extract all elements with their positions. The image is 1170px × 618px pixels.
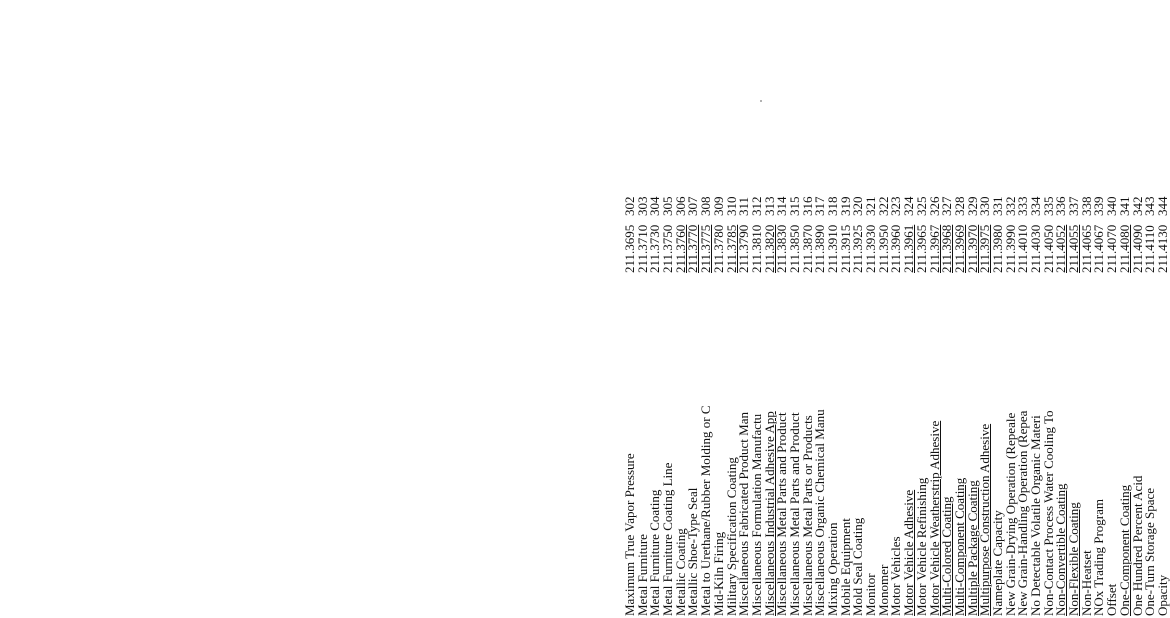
defined-term: Maximum True Vapor Pressure [622, 453, 637, 616]
rotated-definitions-table [624, 96, 1170, 616]
section-reference: 211.4110 [1142, 225, 1158, 273]
row-number: 341 [1116, 196, 1132, 216]
defined-term: Metal to Urethane/Rubber Molding or C [698, 405, 714, 616]
section-reference: 211.3775 [698, 224, 714, 273]
row-number: 331 [989, 196, 1005, 216]
section-reference: 211.4030 [1028, 224, 1043, 273]
section-reference: 211.3930 [863, 224, 879, 273]
row-number: 344 [1154, 196, 1170, 216]
section-reference: 211.3710 [634, 224, 650, 273]
defined-term: Nameplate Capacity [989, 510, 1005, 616]
defined-term: New Grain-Handling Operation (Repea [1015, 410, 1031, 616]
defined-term: Multi-Colored Coating [939, 496, 955, 616]
section-reference: 211.3830 [774, 224, 790, 273]
row-number: 315 [786, 196, 802, 216]
section-reference: 211.3760 [672, 224, 688, 273]
section-reference: 211.4050 [1040, 224, 1056, 273]
section-reference: 211.4052 [1053, 224, 1069, 273]
row-number: 323 [888, 196, 904, 216]
defined-term: Multiple Package Coating [964, 480, 980, 616]
section-reference: 211.4067 [1091, 224, 1107, 273]
section-reference: 211.3980 [989, 224, 1005, 273]
section-reference: 211.3970 [964, 224, 980, 273]
row-number: 317 [812, 196, 828, 216]
section-reference: 211.4055 [1066, 224, 1082, 273]
section-reference: 211.3969 [951, 224, 967, 273]
row-number: 305 [660, 196, 676, 216]
defined-term: Mid-Kiln Firing [710, 531, 726, 616]
row-number: 309 [710, 196, 726, 216]
row-number: 326 [926, 196, 942, 216]
row-number: 338 [1078, 196, 1094, 216]
section-reference: 211.3950 [875, 224, 891, 273]
scan-speck [760, 100, 762, 102]
row-number: 310 [723, 196, 739, 216]
section-reference: 211.3967 [926, 224, 942, 273]
defined-term: Multi-Component Coating [951, 477, 967, 616]
row-number: 333 [1015, 196, 1031, 216]
defined-term: Non-Convertible Coating [1053, 483, 1069, 616]
defined-term: Metal Furniture Coating [647, 489, 663, 616]
section-reference: 211.3850 [786, 224, 802, 273]
row-number: 325 [913, 196, 929, 216]
defined-term: No Detectable Volatile Organic Materi [1028, 415, 1043, 616]
row-number: 336 [1053, 196, 1069, 216]
row-number: 311 [736, 196, 752, 216]
row-number: 320 [850, 196, 866, 216]
section-reference: 211.3785 [723, 224, 739, 273]
defined-term: One-Component Coating [1116, 484, 1132, 616]
section-reference: 211.4070 [1104, 224, 1120, 273]
defined-term: Motor Vehicle Weatherstrip Adhesive [926, 420, 942, 616]
section-reference: 211.4130 [1154, 224, 1170, 273]
defined-term: Miscellaneous Formulation Manufactu [748, 413, 764, 616]
row-number: 327 [939, 196, 955, 216]
section-reference: 211.3965 [913, 224, 929, 273]
section-reference: 211.3770 [685, 224, 701, 273]
table-row [1154, 96, 1170, 616]
defined-term: Miscellaneous Metal Parts and Product [774, 412, 790, 616]
section-reference: 211.3910 [825, 224, 840, 273]
table-row [852, 96, 865, 616]
defined-term: Motor Vehicles [888, 536, 904, 616]
defined-term: Monomer [875, 564, 891, 616]
section-reference: 211.3990 [1002, 224, 1018, 273]
defined-term: Monitor [863, 573, 879, 616]
defined-term: Metal Furniture Coating Line [660, 462, 676, 616]
section-reference: 211.3750 [660, 224, 676, 273]
defined-term: Non-Flexible Coating [1066, 502, 1082, 616]
row-number: 318 [825, 196, 840, 216]
section-reference: 211.3961 [901, 224, 917, 273]
row-number: 306 [672, 196, 688, 216]
row-number: 307 [685, 196, 701, 216]
row-number: 308 [698, 196, 714, 216]
defined-term: Miscellaneous Industrial Adhesive App [761, 411, 777, 616]
section-reference: 211.3780 [710, 224, 726, 273]
table-row [865, 96, 878, 616]
section-reference: 211.3820 [761, 224, 777, 273]
section-reference: 211.3790 [736, 224, 752, 273]
defined-term: Metal Furniture [634, 534, 650, 616]
row-number: 328 [951, 196, 967, 216]
row-number: 321 [863, 196, 879, 216]
row-number: 342 [1129, 196, 1145, 216]
defined-term: Mobile Equipment [837, 518, 853, 616]
defined-term: Motor Vehicle Refinishing [913, 477, 929, 616]
table-row [1144, 96, 1157, 616]
row-number: 302 [622, 196, 637, 216]
row-number: 339 [1091, 196, 1107, 216]
row-number: 329 [964, 196, 980, 216]
section-reference: 211.3975 [977, 224, 993, 273]
defined-term: Miscellaneous Organic Chemical Manu [812, 409, 828, 616]
section-reference: 211.3890 [812, 224, 828, 273]
defined-term: One Hundred Percent Acid [1129, 475, 1145, 616]
section-reference: 211.4090 [1129, 224, 1145, 273]
section-reference: 211.4080 [1116, 224, 1132, 273]
row-number: 304 [647, 196, 663, 216]
defined-term: Mold Seal Coating [850, 517, 866, 616]
defined-term: Non-Heatset [1078, 550, 1094, 616]
defined-term: Miscellaneous Metal Parts and Product [786, 412, 802, 616]
defined-term: Multipurpose Construction Adhesive [977, 423, 993, 616]
defined-term: One-Turn Storage Space [1142, 487, 1158, 616]
section-reference: 211.3810 [748, 224, 764, 273]
defined-term: Miscellaneous Fabricated Product Man [736, 412, 752, 616]
row-number: 340 [1104, 196, 1120, 216]
section-reference: 211.3870 [799, 224, 815, 273]
row-number: 343 [1142, 196, 1158, 216]
row-number: 319 [837, 196, 853, 216]
row-number: 316 [799, 196, 815, 216]
row-number: 332 [1002, 196, 1018, 216]
section-reference: 211.3925 [850, 224, 866, 273]
defined-term: Metallic Coating [672, 528, 688, 616]
row-number: 324 [901, 196, 917, 216]
defined-term: Military Specification Coating [723, 457, 739, 616]
row-number: 337 [1066, 196, 1082, 216]
defined-term: New Grain-Drying Operation (Repeale [1002, 412, 1018, 616]
section-reference: 211.3960 [888, 224, 904, 273]
defined-term: Non-Contact Process Water Cooling To [1040, 410, 1056, 616]
row-number: 314 [774, 196, 790, 216]
row-number: 330 [977, 196, 993, 216]
defined-term: Offset [1104, 583, 1120, 616]
section-reference: 211.3730 [647, 224, 663, 273]
row-number: 335 [1040, 196, 1056, 216]
section-reference: 211.3695 [622, 224, 637, 273]
row-number: 322 [875, 196, 891, 216]
defined-term: Metallic Shoe-Type Seal [685, 487, 701, 616]
defined-term: Miscellaneous Metal Parts or Products [799, 415, 815, 616]
section-reference: 211.4010 [1015, 224, 1031, 273]
section-reference: 211.4065 [1078, 224, 1094, 273]
row-number: 303 [634, 196, 650, 216]
section-reference: 211.3915 [837, 224, 853, 273]
row-number: 313 [761, 196, 777, 216]
table-row [1093, 96, 1106, 616]
defined-term: Mixing Operation [825, 522, 840, 616]
defined-term: NOx Trading Program [1091, 498, 1107, 616]
table-row [1068, 96, 1081, 616]
defined-term: Motor Vehicle Adhesive [901, 489, 917, 616]
section-reference: 211.3968 [939, 224, 955, 273]
row-number: 312 [748, 196, 764, 216]
row-number: 334 [1028, 196, 1043, 216]
defined-term: Opacity [1154, 574, 1170, 616]
